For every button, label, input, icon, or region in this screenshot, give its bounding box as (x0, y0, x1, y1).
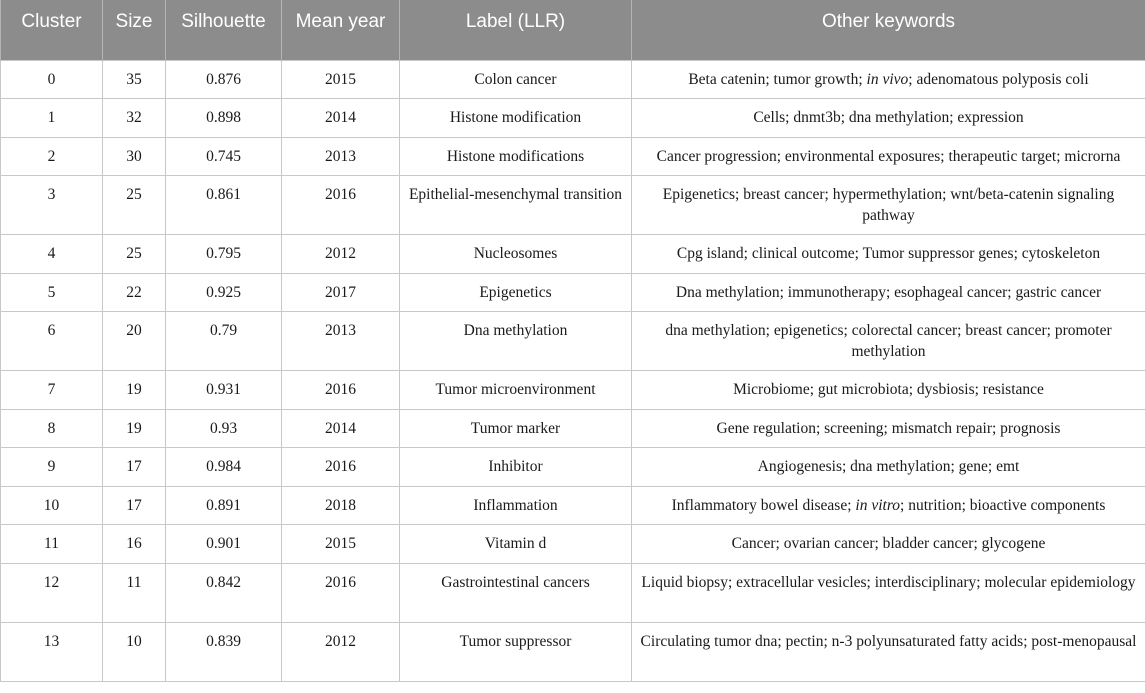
cell-keywords (632, 371, 1145, 410)
cell-keywords (632, 409, 1145, 448)
cell-cluster: 12 (1, 563, 103, 622)
table-row (1, 448, 1145, 487)
table-row (1, 60, 1145, 99)
cell-cluster: 13 (1, 622, 103, 681)
cell-size: 25 (103, 235, 166, 274)
cell-silhouette: 0.795 (166, 235, 282, 274)
keywords-text: Inflammatory bowel disease; (671, 496, 856, 514)
keywords-text: Cancer progression; environmental exposures; therapeutic target; microrna (656, 147, 1121, 165)
cell-mean-year: 2013 (282, 312, 400, 371)
table-body (1, 60, 1145, 681)
cell-silhouette: 0.745 (166, 137, 282, 176)
cell-silhouette: 0.891 (166, 486, 282, 525)
cell-size: 20 (103, 312, 166, 371)
cell-silhouette: 0.931 (166, 371, 282, 410)
cell-silhouette: 0.79 (166, 312, 282, 371)
cell-label: Inhibitor (400, 448, 632, 487)
cell-keywords (632, 448, 1145, 487)
cell-keywords (632, 622, 1145, 681)
cell-keywords (632, 486, 1145, 525)
cell-mean-year: 2017 (282, 273, 400, 312)
cell-size: 22 (103, 273, 166, 312)
cell-cluster: 7 (1, 371, 103, 410)
cell-mean-year: 2014 (282, 99, 400, 138)
keywords-text: Cpg island; clinical outcome; Tumor suppressor genes; cytoskeleton (676, 245, 1101, 262)
cell-cluster: 8 (1, 409, 103, 448)
header-other-keywords: Other keywords (632, 0, 1145, 60)
cell-label: Dna methylation (400, 312, 632, 371)
cell-silhouette: 0.901 (166, 525, 282, 564)
cell-mean-year: 2016 (282, 563, 400, 622)
cell-mean-year: 2012 (282, 622, 400, 681)
table-row (1, 137, 1145, 176)
cell-label: Gastrointestinal cancers (400, 563, 632, 622)
keywords-text: Dna methylation; immunotherapy; esophageal cancer; gastric cancer (675, 283, 1102, 301)
cell-size: 17 (103, 448, 166, 487)
keywords-italic: in vivo (866, 70, 909, 88)
cell-label: Inflammation (400, 486, 632, 525)
keywords-text: Gene regulation; screening; mismatch repair; prognosis (716, 419, 1061, 437)
table-row (1, 176, 1145, 235)
cell-keywords (632, 176, 1145, 235)
cell-cluster: 6 (1, 312, 103, 371)
table-header (1, 0, 1145, 60)
cell-size: 16 (103, 525, 166, 564)
keywords-text: Circulating tumor dna; pectin; n-3 polyunsaturated fatty acids; post-menopausal (640, 632, 1137, 650)
keywords-text: Beta catenin; tumor growth; (688, 70, 867, 88)
cell-mean-year: 2015 (282, 60, 400, 99)
cell-size: 10 (103, 622, 166, 681)
header-cluster: Cluster (1, 0, 103, 60)
cell-mean-year: 2014 (282, 409, 400, 448)
cell-silhouette: 0.925 (166, 273, 282, 312)
cell-cluster: 5 (1, 273, 103, 312)
cell-silhouette: 0.93 (166, 409, 282, 448)
cell-mean-year: 2016 (282, 176, 400, 235)
cell-label: Tumor microenvironment (400, 371, 632, 410)
table-row (1, 371, 1145, 410)
cell-silhouette: 0.861 (166, 176, 282, 235)
keywords-text: Cancer; ovarian cancer; bladder cancer; glycogene (731, 535, 1046, 552)
keywords-text: ; nutrition; bioactive components (900, 496, 1106, 514)
header-size: Size (103, 0, 166, 60)
header-row (1, 0, 1145, 60)
cell-size: 17 (103, 486, 166, 525)
cell-keywords (632, 137, 1145, 176)
header-mean-year: Mean year (282, 0, 400, 60)
table-row (1, 409, 1145, 448)
cell-cluster: 10 (1, 486, 103, 525)
keywords-text: Angiogenesis; dna methylation; gene; emt (757, 458, 1020, 475)
cell-label: Colon cancer (400, 60, 632, 99)
cell-silhouette: 0.839 (166, 622, 282, 681)
table-row (1, 525, 1145, 564)
cell-keywords (632, 60, 1145, 99)
cell-cluster: 1 (1, 99, 103, 138)
cell-label: Epigenetics (400, 273, 632, 312)
cell-silhouette: 0.842 (166, 563, 282, 622)
keywords-text: Epigenetics; breast cancer; hypermethylation; wnt/beta-catenin signaling pathway (662, 186, 1115, 224)
table-row (1, 312, 1145, 371)
cell-keywords (632, 235, 1145, 274)
cell-keywords (632, 312, 1145, 371)
cell-mean-year: 2018 (282, 486, 400, 525)
header-silhouette: Silhouette (166, 0, 282, 60)
cell-cluster: 0 (1, 60, 103, 99)
cell-size: 25 (103, 176, 166, 235)
table-row (1, 235, 1145, 274)
cell-size: 11 (103, 563, 166, 622)
cell-size: 30 (103, 137, 166, 176)
cell-silhouette: 0.898 (166, 99, 282, 138)
cell-label: Histone modifications (400, 137, 632, 176)
table-row (1, 273, 1145, 312)
cell-keywords (632, 99, 1145, 138)
cell-cluster: 11 (1, 525, 103, 564)
cell-mean-year: 2012 (282, 235, 400, 274)
table-row (1, 622, 1145, 681)
cell-keywords (632, 563, 1145, 622)
keywords-text: ; adenomatous polyposis coli (908, 70, 1089, 88)
keywords-text: Cells; dnmt3b; dna methylation; expression (753, 109, 1024, 126)
cell-mean-year: 2015 (282, 525, 400, 564)
cell-cluster: 3 (1, 176, 103, 235)
keywords-text: Liquid biopsy; extracellular vesicles; interdisciplinary; molecular epidemiology (641, 573, 1136, 591)
keywords-italic: in vitro (855, 496, 901, 514)
cell-label: Tumor marker (400, 409, 632, 448)
cell-label: Nucleosomes (400, 235, 632, 274)
cell-cluster: 4 (1, 235, 103, 274)
cell-size: 35 (103, 60, 166, 99)
header-label: Label (LLR) (400, 0, 632, 60)
cell-size: 32 (103, 99, 166, 138)
cell-mean-year: 2016 (282, 371, 400, 410)
table-row (1, 563, 1145, 622)
cell-size: 19 (103, 409, 166, 448)
keywords-text: dna methylation; epigenetics; colorectal cancer; breast cancer; promoter methylation (665, 322, 1112, 360)
cell-keywords (632, 273, 1145, 312)
table-row (1, 486, 1145, 525)
cell-label: Vitamin d (400, 525, 632, 564)
cell-size: 19 (103, 371, 166, 410)
keywords-text: Microbiome; gut microbiota; dysbiosis; resistance (733, 381, 1044, 398)
cell-cluster: 2 (1, 137, 103, 176)
cell-cluster: 9 (1, 448, 103, 487)
cell-silhouette: 0.876 (166, 60, 282, 99)
table-row (1, 99, 1145, 138)
cell-mean-year: 2013 (282, 137, 400, 176)
cell-label: Histone modification (400, 99, 632, 138)
cell-silhouette: 0.984 (166, 448, 282, 487)
cell-label: Tumor suppressor (400, 622, 632, 681)
cell-mean-year: 2016 (282, 448, 400, 487)
cell-label: Epithelial-mesenchymal transition (400, 176, 632, 235)
cell-keywords (632, 525, 1145, 564)
